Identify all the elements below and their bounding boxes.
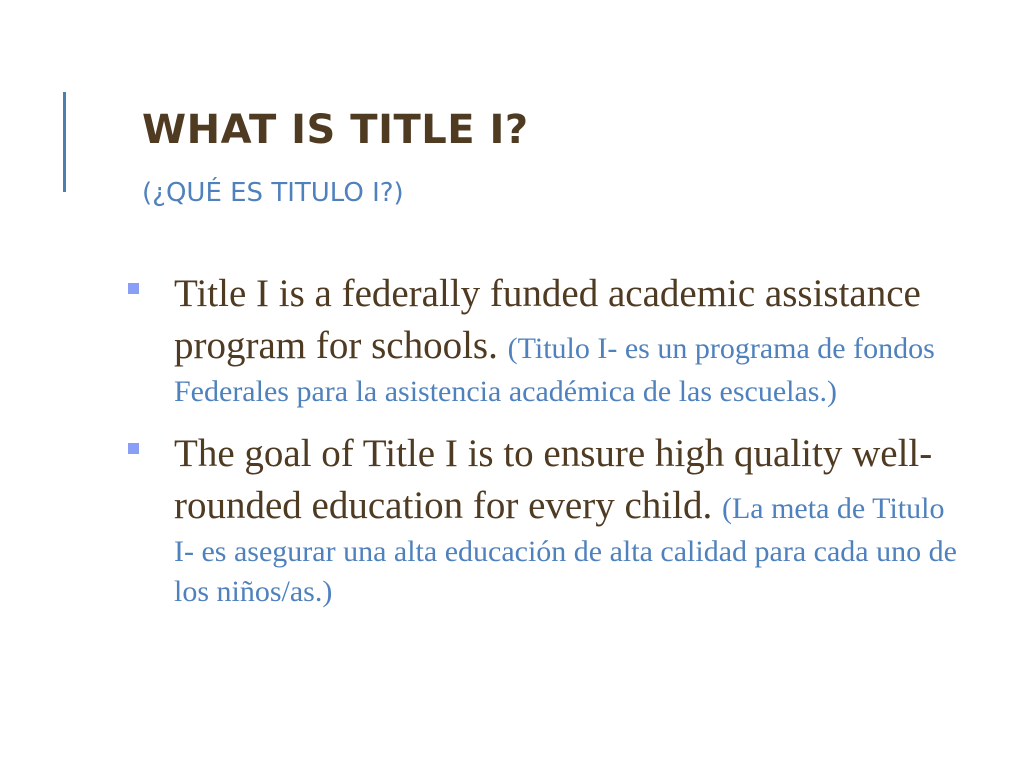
slide-title: WHAT IS TITLE I? [142,107,529,153]
bullet-list [124,268,964,628]
title-accent-bar [63,92,66,192]
bullet-text: Title I is a federally funded academic assistance program for schools. [174,272,921,367]
square-bullet-icon [128,283,139,294]
bullet-item [124,428,964,612]
slide-subtitle: (¿QUÉ ES TITULO I?) [142,178,404,208]
bullet-item [124,268,964,412]
bullet-text: The goal of Title I is to ensure high quality well-rounded education for every child. [174,432,933,527]
bullet-translation: (Titulo I- es un programa de fondos Federales para la asistencia académica de las escuelas.) [174,332,935,408]
bullet-translation: (La meta de Titulo I- es asegurar una alta educación de alta calidad para cada uno de los niños/as.) [174,492,957,608]
square-bullet-icon [128,443,139,454]
